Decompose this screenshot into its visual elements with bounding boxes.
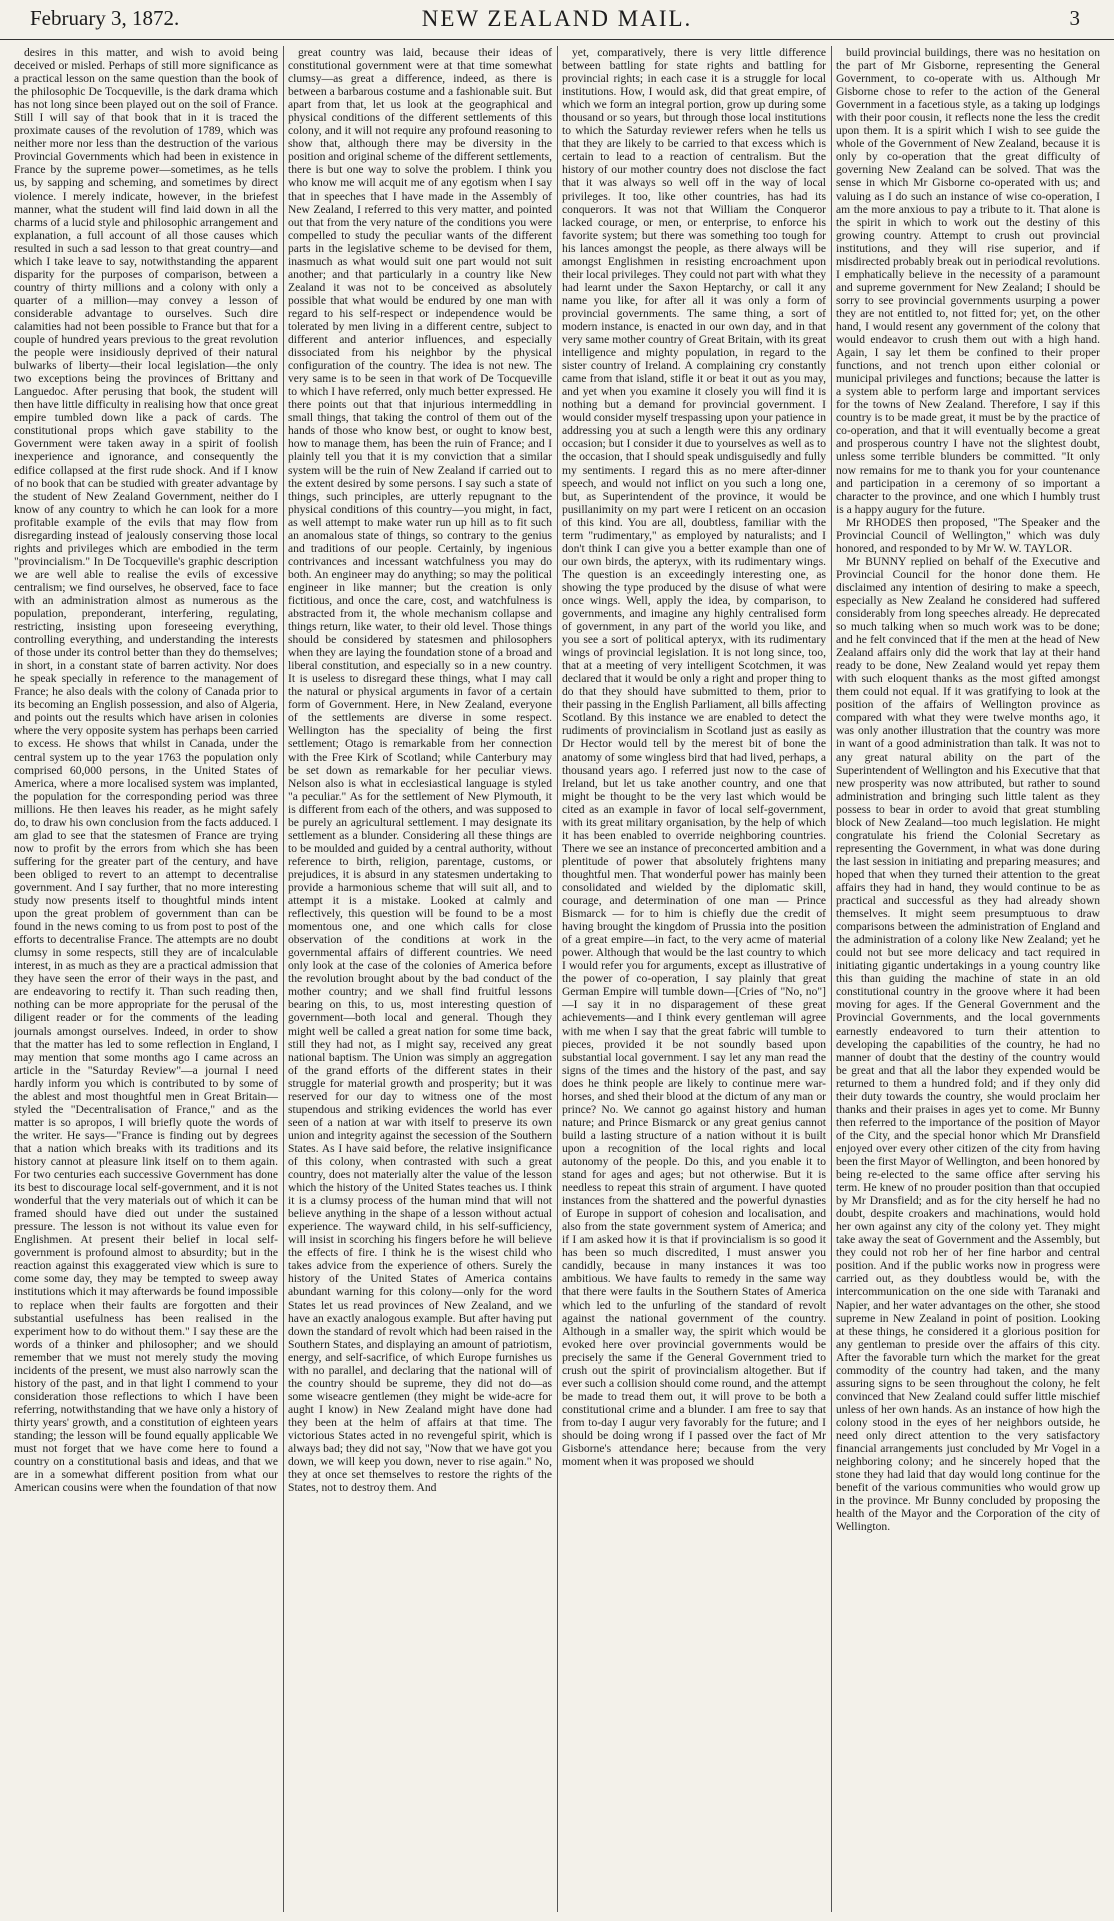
column-divider [283, 46, 284, 1912]
paragraph: yet, comparatively, there is very little difference between battling for state rights and battling for provincial rights; in each case it is a struggle for local institutions. How, I would ask, did that great empire, of which we form an integral portion, grow up during some thousand or so years, but through those local institutions to which the Saturday reviewer refers when he tells us that they are likely to be carried to that excess which is certain to lead to a reaction of centralism. But the history of our mother country does not disclose the fact that it was always so well off in the way of local privileges. It too, like other countries, has had its conquerors. It was not that William the Conqueror lacked courage, or men, or enterprise, to enforce his favorite system; but there was something too tough for his lances amongst the people, as there always will be amongst Englishmen in resisting encroachment upon their local privileges. They could not part with what they had learnt under the Saxon Heptarchy, or call it any name you like, for after all it was only a form of provincial governments. The same thing, a sort of modern instance, is enacted in our own day, and in that very same mother country of Great Britain, with its great intelligence and mighty population, in regard to the sister country of Ireland. A complaining cry constantly came from that island, stifle it or beat it out as you may, and yet when you examine it closely you will find it is nothing but a demand for provincial government. I would consider myself trespassing upon your patience in addressing you at such a length were this any ordinary occasion; but I consider it due to yourselves as well as to the occasion, that I should speak undisguisedly and fully my sentiments. I regard this as no mere after-dinner speech, and would not inflict on you such a long one, but, as Superintendent of the province, it would be pusillanimity on my part were I reticent on an occasion of this kind. You are all, doubtless, familiar with the term "rudimentary," as employed by naturalists; and I don't think I can give you a better example than one of our own birds, the apteryx, with its rudimentary wings. The question is an exceedingly interesting one, as showing the type produced by the disuse of what were once wings. Well, apply the idea, by comparison, to governments, and imagine any highly centralised form of government, in any part of the world you like, and you see a sort of political apteryx, with its rudimentary wings of provincial legislation. It is not long since, too, that at a meeting of very intelligent Scotchmen, it was declared that it would be only a right and proper thing to do that they should have submitted to them, prior to their passing in the English Parliament, all bills affecting Scotland. By this instance we are enabled to detect the rudiments of provincialism in Scotland just as easily as Dr Hector would tell by the merest bit of bone the anatomy of some wingless bird that had lived, perhaps, a thousand years ago. I referred just now to the case of Ireland, but let us take another country, and one that might be thought to be the very last which would be cited as an example in favor of local self-government, with its great military organisation, by the help of which it has been enabled to override neighboring countries. There we see an instance of preconcerted ambition and a plentitude of power that absolutely frightens many thoughtful men. That wonderful power has mainly been consolidated and wielded by the diplomatic skill, courage, and determination of one man — Prince Bismarck — for to him is chiefly due the credit of having brought the kingdom of Prussia into the position of a great empire—in fact, to the very acme of material power. Although that would be the last country to which I would refer you for arguments, except as illustrative of the power of co-operation, I say plainly that great German Empire will tumble down—[Cries of "No, no"]—I say it in no disparagement of these great achievements—and I think every gentleman will agree with me when I say that the great fabric will tumble to pieces, provided it be not soundly based upon substantial local government. I say let any man read the signs of the times and the history of the past, and say does he think people are likely to continue mere war-horses, and shed their blood at the dictum of any man or prince? No. We cannot go against history and human nature; and Prince Bismarck or any great genius cannot build a lasting structure of a nation without it is built upon a recognition of the local rights and local autonomy of the people. Do this, and you enable it to stand for ages and ages; but not otherwise. But it is needless to repeat this strain of argument. I have quoted instances from the shattered and the powerful dynasties of Europe in support of cohesion and localisation, and also from the state government system of America; and if I am asked how it is that if provincialism is so good it has been so much discredited, I must answer you candidly, because in many instances it was too ambitious. We have faults to remedy in the same way that there were faults in the Southern States of America which led to the unfurling of the standard of revolt against the national government of the country. Although in a smaller way, the spirit which would be evoked here over provincial governments would be precisely the same if the General Government tried to crush out the spirit of provincialism altogether. But if ever such a collision should come round, and the attempt be made to tread them out, it will prove to be both a constitutional crime and a blunder. I am free to say that from to-day I augur very favorably for the future; and I should be doing wrong if I passed over the fact of Mr Gisborne's attendance here; because from the very moment when it was proposed we should [562, 46, 826, 1469]
column-1 [14, 46, 278, 1912]
column-divider [831, 46, 832, 1912]
paragraph: great country was laid, because their ideas of constitutional government were at that time somewhat clumsy—as great a difference, indeed, as there is between a barbarous costume and a fashionable suit. But apart from that, let us look at the geographical and physical conditions of the different settlements of this colony, and it will not require any profound reasoning to show that, although there may be diversity in the position and original scheme of the different settlements, there is but one way to solve the problem. I think you who know me will acquit me of any egotism when I say that in speeches that I have made in the Assembly of New Zealand, I referred to this very matter, and pointed out that from the very nature of the conditions you were compelled to study the peculiar wants of the different parts in the legislative scheme to be devised for them, inasmuch as what would suit one part would not suit another; and that particularly in a country like New Zealand it was not to be conceived as absolutely possible that what would be endured by one man with regard to his self-respect or independence would be tolerated by men living in a different centre, subject to different and anterior influences, and especially dissociated from his neighbor by the physical configuration of the country. The idea is not new. The very same is to be seen in that work of De Tocqueville to which I have referred, only much better expressed. He there points out that that injurious intermeddling in small things, that taking the control of them out of the hands of those who know best, or ought to know best, how to manage them, has been the ruin of France; and I plainly tell you that it is my conviction that a similar system will be the ruin of New Zealand if carried out to the extent desired by some persons. I say such a state of things, such principles, are utterly repugnant to the physical conditions of this country—you might, in fact, as well attempt to make water run up hill as to fit such an anomalous state of things, so contrary to the genius and traditions of our people. Certainly, by ingenious contrivances and incessant watchfulness you may do both. An engineer may do anything; so may the political engineer in like manner; but the creation is only fictitious, and once the care, cost, and watchfulness is abstracted from it, the whole mechanism collapse and things return, like water, to their old level. Those things should be considered by statesmen and philosophers when they are laying the foundation stone of a broad and liberal constitution, and especially so in a new country. It is useless to disregard these things, what I may call the natural or physical arguments in favor of a certain form of Government. Here, in New Zealand, everyone of the settlements are diverse in some respect. Wellington has the speciality of being the first settlement; Otago is remarkable from her connection with the Free Kirk of Scotland; while Canterbury may be set down as remarkable for her peculiar views. Nelson also is what in ecclesiastical language is styled "a peculiar." As for the settlement of New Plymouth, it is different from each of the others, and was supposed to be purely an agricultural settlement. I may designate its settlement as a blunder. Considering all these things are to be moulded and guided by a central authority, without reference to birth, religion, parentage, customs, or prejudices, it is absurd in any statesmen undertaking to provide a harmonious scheme that will suit all, and to attempt it is a mistake. Looked at calmly and reflectively, this question will be found to be a most momentous one, and one which calls for close observation of the conditions at work in the governmental affairs of different countries. We need only look at the case of the colonies of America before the revolution brought about by the bad conduct of the mother country; and we shall find fruitful lessons bearing on this, to us, most interesting question of government—both local and general. Though they might well be called a great nation for some time back, still they had not, as I might say, received any great national baptism. The Union was simply an aggregation of the grand efforts of the different states in their struggle for material growth and prosperity; but it was reserved for our day to witness one of the most stupendous and striking evidences the world has ever seen of a nation at war with itself to preserve its own union and integrity against the secession of the Southern States. As I have said before, the relative insignificance of this colony, when contrasted with such a great country, does not materially alter the value of the lesson which the history of the United States teaches us. I think it is a clumsy process of the human mind that will not believe anything in the shape of a lesson without actual experience. The wayward child, in his self-sufficiency, will insist in scorching his fingers before he will believe the effects of fire. I think he is the wisest child who takes advice from the experience of others. Surely the history of the United States of America contains abundant warning for this colony—only for the word States let us read provinces of New Zealand, and we have an exactly analogous example. But after having put down the standard of revolt which had been raised in the Southern States, and displaying an amount of patriotism, energy, and self-sacrifice, of which Europe furnishes us with no parallel, and declaring that the national will of the country should be supreme, they did not do—as some wiseacre gentlemen (they might be wide-acre for aught I know) in New Zealand might have done had they been at the helm of affairs at that time. The victorious States acted in no revengeful spirit, which is always bad; they did not say, "Now that we have got you down, we will keep you down, never to rise again." No, they at once set themselves to restore the rights of the States, not to destroy them. And [288, 46, 552, 1495]
column-4 [836, 46, 1100, 1912]
article-columns [14, 46, 1102, 1912]
issue-date: February 3, 1872. [30, 6, 180, 30]
column-divider [557, 46, 558, 1912]
masthead [0, 0, 1114, 40]
column-2 [288, 46, 552, 1912]
paragraph: desires in this matter, and wish to avoid being deceived or misled. Perhaps of still more significance as a practical lesson on the same question than the book of the philosophic De Tocqueville, is the dark drama which has not long since been played out on the soil of France. Still I will say of that book that in it is traced the proximate causes of the revolution of 1789, which was neither more nor less than the destruction of the various Provincial Governments which had been in existence in France by the supreme power—sometimes, as he tells us, by sapping and scheming, and sometimes by direct violence. I merely indicate, however, in the briefest manner, what the student will find laid down in all the charms of a lucid style and philosophic arrangement and explanation, a full account of all those causes which resulted in such a sad lesson to that great country—and which I take leave to say, notwithstanding the apparent disparity for the purposes of comparison, between a country of thirty millions and a colony with only a quarter of a million—may convey a lesson of considerable advantage to ourselves. Such dire calamities had not been possible to France but that for a couple of hundred years previous to the great revolution the people were insidiously deprived of their natural bulwarks of liberty—their local legislation—the only two exceptions being the provinces of Brittany and Languedoc. After perusing that book, the student will then have little difficulty in realising how that once great empire tumbled down like a pack of cards. The constitutional props which gave stability to the Government were taken away in a spirit of foolish inexperience and ignorance, and consequently the edifice collapsed at the first rude shock. And if I know of no book that can be studied with greater advantage by the student of New Zealand Government, neither do I know of any country to which he can look for a more profitable example of the evils that may flow from disregarding instead of jealously conserving those local rights and privileges which are embodied in the term "provincialism." In De Tocqueville's graphic description we are well able to realise the evils of excessive centralism; we find ourselves, he observed, face to face with an administration almost as numerous as the population, preponderant, interfering, regulating, restricting, insisting upon foreseeing everything, controlling everything, and understanding the interests of those under its control better than they do themselves; in short, in a constant state of barren activity. Nor does he speak specially in reference to the management of France; he also deals with the colony of Canada prior to its becoming an English possession, and also of Algeria, and points out the results which have arisen in colonies where the very opposite system has perhaps been carried to excess. He shows that whilst in Canada, under the central system up to the year 1763 the population only comprised 60,000 persons, in the United States of America, where a more localised system was implanted, the population for the corresponding period was three millions. He then leaves his reader, as he might safely do, to draw his own conclusion from the facts adduced. I am glad to see that the statesmen of France are trying now to profit by the errors from which she has been suffering for the greater part of the century, and have been obliged to revert to an attempt to decentralise government. And I say further, that no more interesting study now presents itself to thoughtful minds intent upon the great problem of government than can be found in the news coming to us from post to post of the efforts to decentralise France. The attempts are no doubt clumsy in some respects, still they are of incalculable interest, in as much as they are a practical admission that they have seen the error of their ways in the past, and are endeavoring to rectify it. Than such reading then, nothing can be more appropriate for the perusal of the diligent reader or for the comments of the leading journals amongst ourselves. Indeed, in order to show that the matter has led to some reflection in England, I may mention that some months ago I came across an article in the "Saturday Review"—a journal I need hardly inform you which is contributed to by some of the ablest and most thoughtful men in Great Britain—styled the "Decentralisation of France," and as the matter is so apropos, I will briefly quote the words of the writer. He says—"France is finding out by degrees that a nation which breaks with its traditions and its history cannot at pleasure link itself on to them again. For two centuries each successive Government has done its best to discourage local self-government, and it is not wonderful that the very materials out of which it can be framed should have died out under the sustained pressure. The lesson is not without its value even for Englishmen. At present their belief in local self-government is profound almost to absurdity; but in the reaction against this exaggerated view which is sure to come some day, they may be tempted to sweep away institutions which it may afterwards be found impossible to replace when their faults are forgotten and their substantial usefulness has been realised in the experiment how to do without them." I say these are the words of a thinker and philosopher; and we should remember that we must not merely study the moving incidents of the present, we must also narrowly scan the history of the past, and in that light I commend to your consideration those reflections to which I have been referring, notwithstanding that we have only a history of thirty years' growth, and a constitution of eighteen years standing; the lesson will be found equally applicable We must not forget that we have come here to found a country on a constitutional basis and ideas, and that we are in a somewhat different position from what our American cousins were when the foundation of that now [14, 46, 278, 1495]
column-3 [562, 46, 826, 1912]
newspaper-title: NEW ZEALAND MAIL. [421, 6, 693, 31]
page-number: 3 [1069, 6, 1080, 30]
paragraph: Mr RHODES then proposed, "The Speaker and the Provincial Council of Wellington," which was duly honored, and responded to by Mr W. W. TAYLOR. [836, 515, 1100, 555]
paragraph: Mr BUNNY replied on behalf of the Executive and Provincial Council for the honor done them. He disclaimed any intention of desiring to make a speech, especially as New Zealand he considered had suffered considerably from long speeches already. He deprecated so much talking when so much work was to be done; and he felt convinced that if the men at the head of New Zealand affairs only did the work that lay at their hand ready to be done, New Zealand would yet repay them with such eloquent thanks as the most gifted amongst them could not equal. If it was gratifying to look at the position of the affairs of Wellington province as compared with what they were twelve months ago, it was only another illustration that the country was more in want of a good administration than talk. It was not to any great natural ability on the part of the Superintendent of Wellington and his Executive that that new prosperity was now attributed, but rather to sound administration and bringing such little talent as they possess to bear in order to avoid that great stumbling block of New Zealand—too much legislation. He might congratulate his friend the Colonial Secretary as representing the Government, in what was done during the last session in initiating and preparing measures; and hoped that when they turned their attention to the great affairs they had in hand, they would continue to be as practical and successful as they had already shown themselves. It might seem presumptuous to draw comparisons between the administration of England and the administration of a colony like New Zealand; yet he could not but see more delicacy and tact required in initiating gigantic undertakings in a young country like this than guiding the machine of state in an old constitutional country in the groove where it had been moving for ages. If the General Government and the Provincial Governments, and the local governments earnestly endeavored to turn their attention to developing the capabilities of the country, he had no manner of doubt that the destiny of the country would be great and that all the labor they expended would be returned to them a hundred fold; and if they only did their duty towards the country, she would proclaim her thanks and their praises in ages yet to come. Mr Bunny then referred to the importance of the position of Mayor of the City, and the special honor which Mr Dransfield enjoyed over every other citizen of the city from having been the first Mayor of Wellington, and been honored by being re-elected to the same office after serving his term. He knew of no prouder position than that occupied by Mr Dransfield; and as for the city herself he had no doubt, despite croakers and machinations, would hold her own against any city of the colony yet. They might take away the seat of Government and the Assembly, but they could not rob her of her fine harbor and central position. And if the public works now in progress were carried out, as they doubtless would be, with the intercommunication on the one side with Taranaki and Napier, and her water advantages on the other, she stood supreme in New Zealand in point of position. Looking at these things, he considered it a glorious position for any gentleman to preside over the affairs of this city. After the favorable turn which the market for the great commodity of the country had taken, and the many assuring signs to be seen throughout the colony, he felt convinced that New Zealand could suffer little mischief unless of her own hands. As an instance of how high the colony stood in the eyes of her neighbors outside, he need only direct attention to the very satisfactory financial arrangements just concluded by Mr Vogel in a neighboring colony; and he sincerely hoped that the stone they had laid that day would long continue for the benefit of the various communities who would grow up in the province. Mr Bunny concluded by proposing the health of the Mayor and the Corporation of the city of Wellington. [836, 554, 1100, 1534]
paragraph: build provincial buildings, there was no hesitation on the part of Mr Gisborne, representing the General Government, to co-operate with us. Although Mr Gisborne chose to refer to the action of the General Government in a facetious style, as a taking up lodgings with their poor cousin, it reflects none the less the credit upon them. It is a spirit which I wish to see guide the whole of the Government of New Zealand, because it is only by co-operation that the great difficulty of governing New Zealand can be solved. That was the sense in which Mr Gisborne co-operated with us; and valuing as I do such an instance of wise co-operation, I am the more anxious to pay a tribute to it. That alone is the spirit in which to work out the destiny of this growing country. Attempt to crush out provincial institutions, and they will rise superior, and if misdirected probably break out in periodical revolutions. I emphatically believe in the necessity of a paramount and supreme government for New Zealand; I should be sorry to see provincial governments usurping a power they are not entitled to, not fitted for; yet, on the other hand, I would resent any government of the colony that would endeavor to crush them out with a high hand. Again, I say let them be confined to their proper functions, and not trench upon either colonial or municipal privileges and functions; because the latter is a system able to perform large and important services for the towns of New Zealand. Therefore, I say if this country is to be made great, it must be by the practice of co-operation, and that it will eventually become a great and prosperous country I have not the slightest doubt, unless some terrible blunders be committed. "It only now remains for me to thank you for your countenance and participation in a ceremony of so important a character to the province, and one which I humbly trust is a happy augury for the future. [836, 46, 1100, 516]
